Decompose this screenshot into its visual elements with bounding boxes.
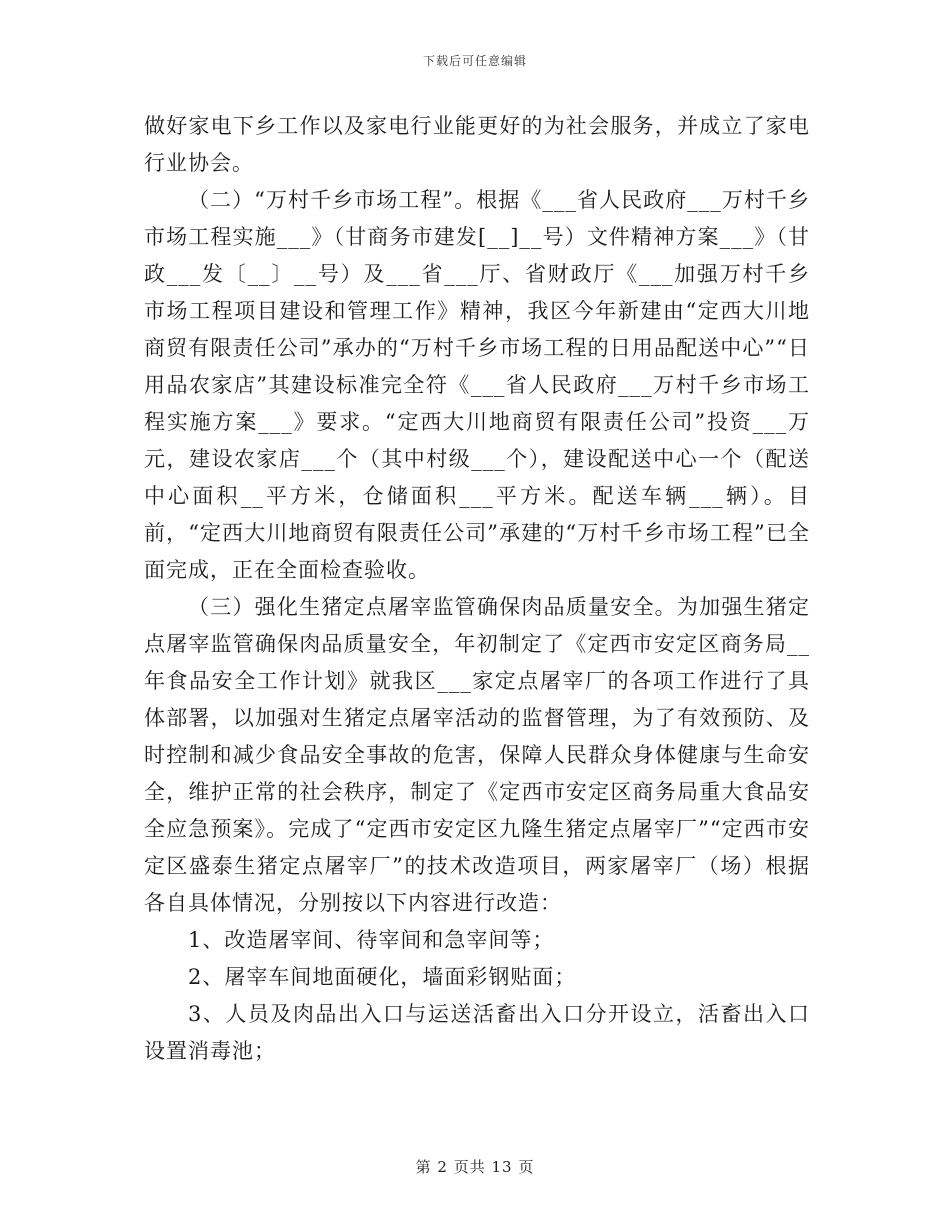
list-item-2: 2、屠宰车间地面硬化，墙面彩钢贴面； — [188, 965, 577, 989]
paragraph-intro-continuation: 做好家电下乡工作以及家电行业能更好的为社会服务，并成立了家电行业协会。 — [144, 114, 810, 175]
page-header: 下载后可任意编辑 — [422, 54, 527, 68]
paragraph-section-three: （三）强化生猪定点屠宰监管确保肉品质量安全。为加强生猪定点屠宰监管确保肉品质量安全，年初制定了《定西市安定区商务局__年食品安全工作计划》就我区___家定点屠宰厂的各项工作进行了具体部署，以加强对生猪定点屠宰活动的监督管理，为了有效预防、及时控制和减少食品安全事故的危害，保障人民群众身体健康与生命安全，维护正常的社会秩序，制定了《定西市安定区商务局重大食品安全应急预案》。完成了“定西市安定区九隆生猪定点屠宰厂”“定西市安定区盛泰生猪定点屠宰厂”的技术改造项目，两家屠宰厂（场）根据各自具体情况，分别按以下内容进行改造： — [144, 595, 810, 915]
document-body — [144, 108, 810, 1070]
list-item-1: 1、改造屠宰间、待宰间和急宰间等； — [188, 928, 555, 952]
page-footer: 第 2 页共 13 页 — [415, 1158, 535, 1176]
paragraph-section-two: （二）“万村千乡市场工程”。根据《___省人民政府___万村千乡市场工程实施___》（甘商务市建发[__]__号）文件精神方案___》（甘政___发〔__〕__号）及___省___厅、省财政厅《___加强万村千乡市场工程项目建设和管理工作》精神，我区今年新建由“定西大川地商贸有限责任公司”承办的“万村千乡市场工程的日用品配送中心”“日用品农家店”其建设标准完全符《___省人民政府___万村千乡市场工程实施方案___》要求。“定西大川地商贸有限责任公司”投资___万元，建设农家店___个（其中村级___个），建设配送中心一个（配送中心面积__平方米，仓储面积___平方米。配送车辆___辆）。目前，“定西大川地商贸有限责任公司”承建的“万村千乡市场工程”已全面完成，正在全面检查验收。 — [144, 188, 810, 582]
list-item-3: 3、人员及肉品出入口与运送活畜出入口分开设立，活畜出入口设置消毒池； — [144, 1002, 810, 1063]
